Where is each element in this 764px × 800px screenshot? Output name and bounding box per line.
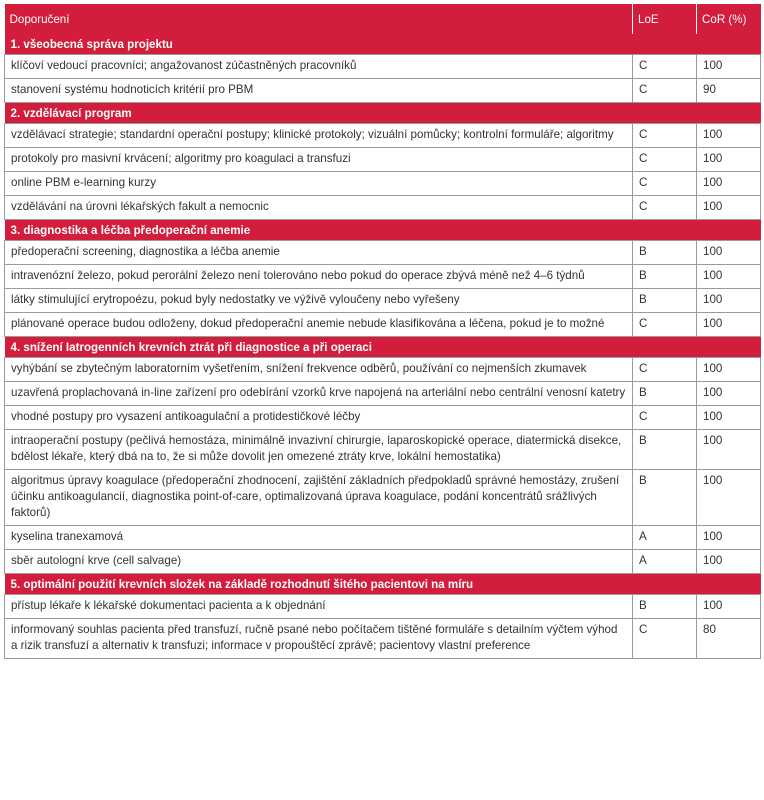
cor-cell: 100 — [697, 313, 761, 337]
cor-cell: 100 — [697, 265, 761, 289]
table-row — [5, 595, 761, 619]
section-header — [5, 337, 761, 358]
table-row — [5, 196, 761, 220]
loe-cell: C — [633, 358, 697, 382]
recommendation-cell: stanovení systému hodnoticích kritérií pro PBM — [5, 79, 633, 103]
recommendation-cell: algoritmus úpravy koagulace (předoperační zhodnocení, zajištění základních předpokladů správné hemostázy, zrušení účinku antikoagulancií, diagnostika point-of-care, optimalizovaná úprava koagulace, podání koncentrátů srážlivých faktorů) — [5, 470, 633, 526]
cor-cell: 80 — [697, 619, 761, 659]
table-row — [5, 382, 761, 406]
table-header — [5, 4, 761, 34]
table-row — [5, 358, 761, 382]
recommendation-cell: kyselina tranexamová — [5, 526, 633, 550]
cor-cell: 100 — [697, 526, 761, 550]
section-title: 4. snížení Iatrogenních krevních ztrát při diagnostice a při operaci — [5, 337, 761, 358]
recommendation-cell: uzavřená proplachovaná in-line zařízení pro odebírání vzorků krve napojená na arteriální nebo centrální venosní katetry — [5, 382, 633, 406]
cor-cell: 90 — [697, 79, 761, 103]
recommendation-cell: intravenózní železo, pokud perorální železo není tolerováno nebo pokud do operace zbývá méně než 4–6 týdnů — [5, 265, 633, 289]
table-row — [5, 313, 761, 337]
section-title: 3. diagnostika a léčba předoperační anemie — [5, 220, 761, 241]
section-header — [5, 220, 761, 241]
section-header — [5, 574, 761, 595]
header-recommendation: Doporučení — [5, 4, 633, 34]
loe-cell: B — [633, 241, 697, 265]
recommendation-cell: informovaný souhlas pacienta před transfuzí, ručně psané nebo počítačem tištěné formuláře s detailním výčtem výhod a rizik transfuzí a alternativ k transfuzi; informace v propouštěcí zprávě; pacientovy vlastní preference — [5, 619, 633, 659]
loe-cell: C — [633, 124, 697, 148]
cor-cell: 100 — [697, 550, 761, 574]
cor-cell: 100 — [697, 430, 761, 470]
table-row — [5, 55, 761, 79]
cor-cell: 100 — [697, 595, 761, 619]
recommendation-cell: protokoly pro masivní krvácení; algoritmy pro koagulaci a transfuzi — [5, 148, 633, 172]
recommendation-cell: plánované operace budou odloženy, dokud předoperační anemie nebude klasifikována a léčena, pokud je to možné — [5, 313, 633, 337]
cor-cell: 100 — [697, 241, 761, 265]
table-row — [5, 289, 761, 313]
cor-cell: 100 — [697, 470, 761, 526]
recommendation-cell: látky stimulující erytropoézu, pokud byly nedostatky ve výživě vyloučeny nebo vyřešeny — [5, 289, 633, 313]
table-row — [5, 172, 761, 196]
loe-cell: B — [633, 289, 697, 313]
recommendation-cell: vhodné postupy pro vysazení antikoagulační a protidestičkové léčby — [5, 406, 633, 430]
table-row — [5, 406, 761, 430]
cor-cell: 100 — [697, 358, 761, 382]
recommendation-cell: online PBM e-learning kurzy — [5, 172, 633, 196]
recommendation-cell: přístup lékaře k lékařské dokumentaci pacienta a k objednání — [5, 595, 633, 619]
recommendation-cell: předoperační screening, diagnostika a léčba anemie — [5, 241, 633, 265]
recommendation-cell: vzdělávací strategie; standardní operační postupy; klinické protokoly; vizuální pomůcky; kontrolní formuláře; algoritmy — [5, 124, 633, 148]
loe-cell: A — [633, 550, 697, 574]
table-row — [5, 79, 761, 103]
cor-cell: 100 — [697, 55, 761, 79]
recommendation-cell: vzdělávání na úrovni lékařských fakult a nemocnic — [5, 196, 633, 220]
cor-cell: 100 — [697, 148, 761, 172]
recommendations-table — [4, 4, 761, 659]
loe-cell: A — [633, 526, 697, 550]
table-row — [5, 124, 761, 148]
table-row — [5, 550, 761, 574]
cor-cell: 100 — [697, 172, 761, 196]
cor-cell: 100 — [697, 382, 761, 406]
table-row — [5, 265, 761, 289]
table-body — [5, 34, 761, 659]
header-loe: LoE — [633, 4, 697, 34]
loe-cell: C — [633, 196, 697, 220]
table-row — [5, 526, 761, 550]
loe-cell: C — [633, 313, 697, 337]
loe-cell: C — [633, 79, 697, 103]
table-row — [5, 430, 761, 470]
loe-cell: C — [633, 172, 697, 196]
loe-cell: B — [633, 470, 697, 526]
section-header — [5, 34, 761, 55]
recommendation-cell: klíčoví vedoucí pracovníci; angažovanost zúčastněných pracovníků — [5, 55, 633, 79]
header-cor: CoR (%) — [697, 4, 761, 34]
recommendation-cell: intraoperační postupy (pečlivá hemostáza, minimálně invazivní chirurgie, laparoskopické operace, diatermická disekce, bdělost lékaře, který dbá na to, že si může dovolit jen omezené ztráty krve, lokální hemostatika) — [5, 430, 633, 470]
cor-cell: 100 — [697, 196, 761, 220]
section-title: 5. optimální použití krevních složek na základě rozhodnutí šitého pacientovi na míru — [5, 574, 761, 595]
loe-cell: B — [633, 382, 697, 406]
section-header — [5, 103, 761, 124]
loe-cell: B — [633, 265, 697, 289]
table-row — [5, 619, 761, 659]
recommendation-cell: vyhýbání se zbytečným laboratorním vyšetřením, snížení frekvence odběrů, používání co nejmenších zkumavek — [5, 358, 633, 382]
cor-cell: 100 — [697, 406, 761, 430]
section-title: 2. vzdělávací program — [5, 103, 761, 124]
loe-cell: B — [633, 430, 697, 470]
loe-cell: B — [633, 595, 697, 619]
loe-cell: C — [633, 55, 697, 79]
loe-cell: C — [633, 148, 697, 172]
table-row — [5, 241, 761, 265]
cor-cell: 100 — [697, 124, 761, 148]
section-title: 1. všeobecná správa projektu — [5, 34, 761, 55]
loe-cell: C — [633, 406, 697, 430]
recommendation-cell: sběr autologní krve (cell salvage) — [5, 550, 633, 574]
loe-cell: C — [633, 619, 697, 659]
table-row — [5, 148, 761, 172]
table-row — [5, 470, 761, 526]
cor-cell: 100 — [697, 289, 761, 313]
